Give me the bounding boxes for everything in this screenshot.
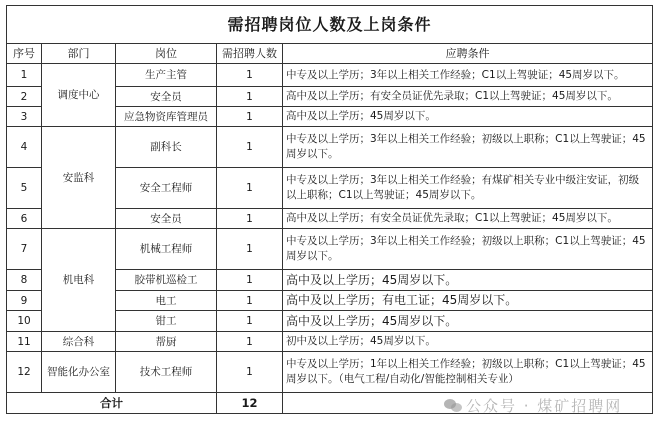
total-label: 合计 xyxy=(7,393,217,414)
table-row xyxy=(7,127,653,168)
row-count: 1 xyxy=(217,127,283,168)
row-requirements: 高中及以上学历；45周岁以下。 xyxy=(283,311,653,332)
row-position: 机械工程师 xyxy=(116,229,217,270)
row-position: 胶带机巡检工 xyxy=(116,270,217,291)
row-count: 1 xyxy=(217,229,283,270)
row-position: 安全员 xyxy=(116,87,217,107)
row-requirements: 初中及以上学历；45周岁以下。 xyxy=(283,332,653,352)
total-count: 12 xyxy=(217,393,283,414)
header-seq: 序号 xyxy=(7,44,42,64)
row-position: 技术工程师 xyxy=(116,352,217,393)
row-seq: 5 xyxy=(7,168,42,209)
row-seq: 7 xyxy=(7,229,42,270)
row-count: 1 xyxy=(217,291,283,311)
table-row xyxy=(7,352,653,393)
row-seq: 9 xyxy=(7,291,42,311)
row-position: 帮厨 xyxy=(116,332,217,352)
row-count: 1 xyxy=(217,168,283,209)
dept-cell: 机电科 xyxy=(42,229,116,332)
header-position: 岗位 xyxy=(116,44,217,64)
total-row xyxy=(7,393,653,414)
row-seq: 8 xyxy=(7,270,42,291)
row-seq: 2 xyxy=(7,87,42,107)
row-requirements: 中专及以上学历；1年以上相关工作经验；初级以上职称；C1以上驾驶证；45周岁以下。（电气工程/自动化/智能控制相关专业） xyxy=(283,352,653,393)
recruitment-table-sheet xyxy=(6,5,652,414)
row-seq: 1 xyxy=(7,64,42,87)
header-requirements: 应聘条件 xyxy=(283,44,653,64)
row-seq: 12 xyxy=(7,352,42,393)
row-seq: 11 xyxy=(7,332,42,352)
row-count: 1 xyxy=(217,332,283,352)
table-title: 需招聘岗位人数及上岗条件 xyxy=(7,6,653,44)
table-row xyxy=(7,64,653,87)
row-position: 安全员 xyxy=(116,209,217,229)
dept-cell: 调度中心 xyxy=(42,64,116,127)
row-requirements: 高中及以上学历；有安全员证优先录取；C1以上驾驶证；45周岁以下。 xyxy=(283,87,653,107)
dept-cell: 智能化办公室 xyxy=(42,352,116,393)
row-requirements: 高中及以上学历；45周岁以下。 xyxy=(283,107,653,127)
dept-cell: 综合科 xyxy=(42,332,116,352)
row-requirements: 高中及以上学历；45周岁以下。 xyxy=(283,270,653,291)
row-count: 1 xyxy=(217,209,283,229)
row-count: 1 xyxy=(217,64,283,87)
row-count: 1 xyxy=(217,311,283,332)
row-requirements: 高中及以上学历；有电工证；45周岁以下。 xyxy=(283,291,653,311)
row-requirements: 高中及以上学历；有安全员证优先录取；C1以上驾驶证；45周岁以下。 xyxy=(283,209,653,229)
row-position: 生产主管 xyxy=(116,64,217,87)
header-count: 需招聘人数 xyxy=(217,44,283,64)
row-count: 1 xyxy=(217,87,283,107)
row-seq: 10 xyxy=(7,311,42,332)
row-requirements: 中专及以上学历；3年以上相关工作经验；有煤矿相关专业中级注安证，初级以上职称；C1以上驾驶证；45周岁以下。 xyxy=(283,168,653,209)
dept-cell: 安监科 xyxy=(42,127,116,229)
row-position: 钳工 xyxy=(116,311,217,332)
row-count: 1 xyxy=(217,270,283,291)
row-position: 应急物资库管理员 xyxy=(116,107,217,127)
watermark-text: 公众号 · 煤矿招聘网 xyxy=(466,397,623,415)
table-row xyxy=(7,229,653,270)
row-position: 副科长 xyxy=(116,127,217,168)
row-seq: 4 xyxy=(7,127,42,168)
row-seq: 3 xyxy=(7,107,42,127)
row-seq: 6 xyxy=(7,209,42,229)
header-dept: 部门 xyxy=(42,44,116,64)
row-requirements: 中专及以上学历；3年以上相关工作经验；C1以上驾驶证；45周岁以下。 xyxy=(283,64,653,87)
recruitment-table xyxy=(6,5,653,414)
row-requirements: 中专及以上学历；3年以上相关工作经验；初级以上职称；C1以上驾驶证；45周岁以下。 xyxy=(283,127,653,168)
row-count: 1 xyxy=(217,107,283,127)
row-requirements: 中专及以上学历；3年以上相关工作经验；初级以上职称；C1以上驾驶证；45周岁以下。 xyxy=(283,229,653,270)
row-position: 电工 xyxy=(116,291,217,311)
table-row xyxy=(7,332,653,352)
row-position: 安全工程师 xyxy=(116,168,217,209)
row-count: 1 xyxy=(217,352,283,393)
total-requirements xyxy=(283,393,653,414)
header-row xyxy=(7,44,653,64)
